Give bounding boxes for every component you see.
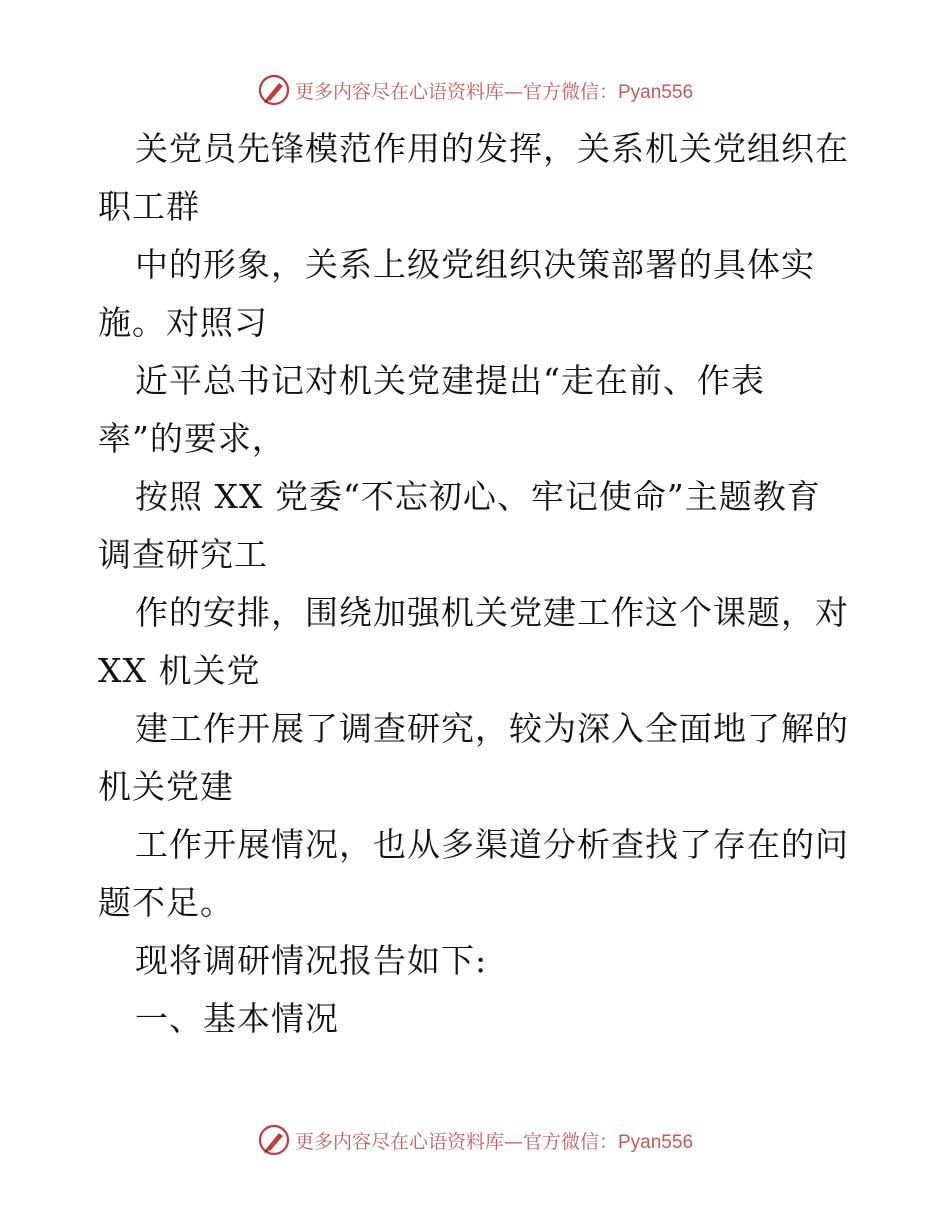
watermark-prefix: 更多内容尽在心语资料库—官方微信： — [294, 80, 618, 103]
body-line: 建工作开展了调查研究，较为深入全面地了解的 — [135, 709, 849, 748]
body-line: 职工群 — [98, 187, 200, 226]
watermark-id: Pyan556 — [618, 1131, 694, 1153]
watermark-id: Pyan556 — [618, 81, 694, 103]
body-line: 按照 XX 党委“不忘初心、牢记使命”主题教育 — [135, 477, 821, 516]
section-heading: 一、基本情况 — [135, 999, 339, 1038]
body-line: 作的安排，围绕加强机关党建工作这个课题，对 — [135, 593, 849, 632]
body-line: 中的形象，关系上级党组织决策部署的具体实 — [135, 245, 815, 284]
header-watermark — [0, 70, 950, 110]
watermark-text — [295, 77, 693, 104]
document-body — [98, 120, 858, 1048]
watermark-prefix: 更多内容尽在心语资料库—官方微信： — [294, 1130, 618, 1153]
body-line: 机关党建 — [98, 767, 234, 806]
body-line: 施。对照习 — [98, 303, 268, 342]
watermark-text — [295, 1127, 693, 1154]
body-line: 近平总书记对机关党建提出“走在前、作表 — [135, 361, 765, 400]
body-line: 工作开展情况，也从多渠道分析查找了存在的问 — [135, 825, 849, 864]
body-line: 率”的要求， — [98, 419, 286, 458]
pen-logo-icon — [257, 1123, 291, 1157]
body-line: 现将调研情况报告如下: — [135, 941, 488, 980]
body-line: XX 机关党 — [98, 651, 261, 690]
pen-logo-icon — [257, 73, 291, 107]
body-line: 关党员先锋模范作用的发挥，关系机关党组织在 — [135, 129, 849, 168]
body-line: 调查研究工 — [98, 535, 268, 574]
footer-watermark — [0, 1120, 950, 1160]
body-line: 题不足。 — [98, 883, 234, 922]
